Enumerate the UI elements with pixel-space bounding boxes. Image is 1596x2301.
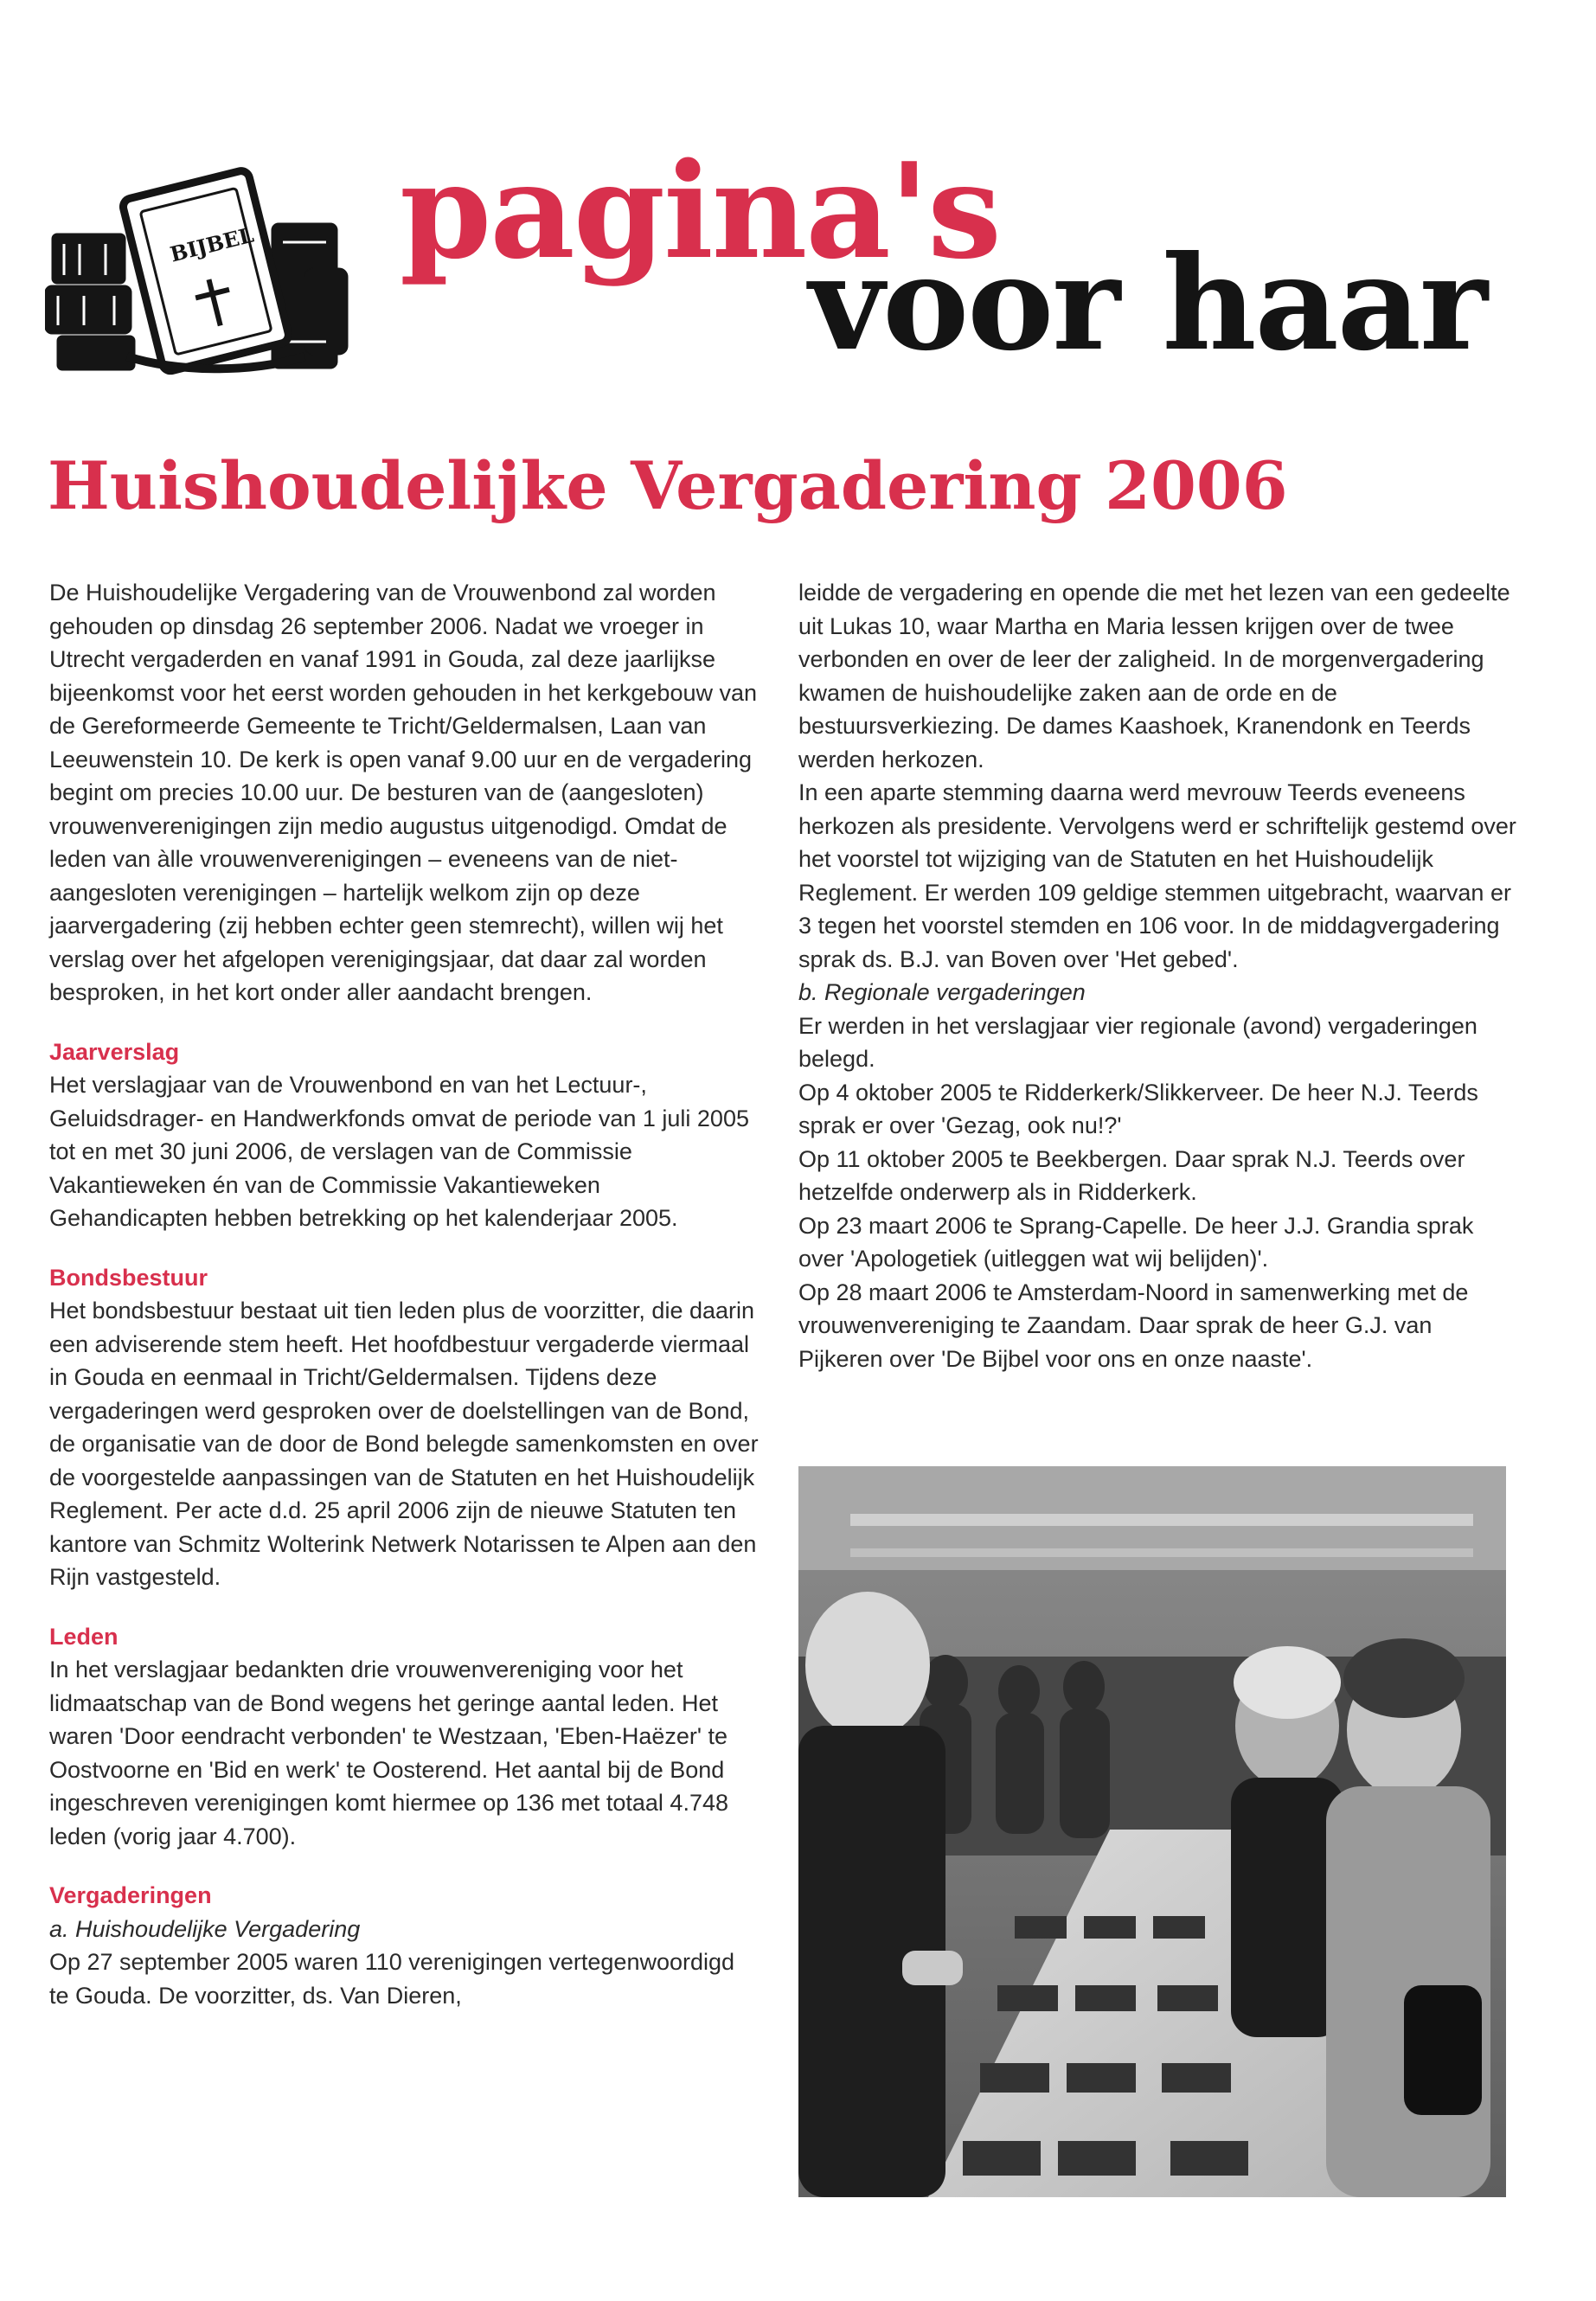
masthead-title-voor-haar: voor haar <box>809 228 1486 380</box>
article-column-left <box>49 576 759 2012</box>
section-heading-bondsbestuur: Bondsbestuur <box>49 1264 208 1291</box>
bible-books-logo <box>45 164 352 381</box>
leden-paragraph: In het verslagjaar bedankten drie vrouwenvereniging voor het lidmaatschap van de Bond wegens het geringe aantal leden. Het waren 'Door eendracht verbonden' te Westzaan, 'Eben-Haëzer' te Oostvoorne en 'Bid en werk' te Oosterend. Het aantal bij de Bond ingeschreven verenigingen komt hiermee op 136 met totaal 4.748 leden (vorig jaar 4.700). <box>49 1657 728 1849</box>
bondsbestuur-paragraph: Het bondsbestuur bestaat uit tien leden plus de voorzitter, die daarin een adviserende stem heeft. Het hoofdbestuur vergaderde viermaal in Gouda en eenmaal in Tricht/Geldermalsen. Tijdens deze vergaderingen werd gesproken over de doelstellingen van de Bond, de organisatie van de door de Bond belegde samenkomsten en over de voorgestelde aanpassingen van de Statuten en het Huishoudelijk Reglement. Per acte d.d. 25 april 2006 zijn de nieuwe Statuten ten kantore van Schmitz Wolterink Netwerk Notarissen te Alpen aan den Rijn vastgesteld. <box>49 1298 759 1590</box>
meeting-photo <box>798 1466 1506 2197</box>
regionale-intro: Er werden in het verslagjaar vier regionale (avond) vergaderingen belegd. <box>798 1012 1477 1072</box>
vergaderingen-paragraph-stemming: In een aparte stemming daarna werd mevrouw Teerds eveneens herkozen als presidente. Vervolgens werd er schriftelijk gestemd over het voorstel tot wijziging van de Statuten en het Huishoudelijk Reglement. Er werden 109 geldige stemmen uitgebracht, waarvan er 3 tegen het voorstel stemden en 106 voor. In de middagvergadering sprak ds. B.J. van Boven over 'Het gebed'. <box>798 779 1516 972</box>
vergaderingen-paragraph-continued: leidde de vergadering en opende die met het lezen van een gedeelte uit Lukas 10, waar Martha en Maria lessen krijgen over de twee verbonden en over de leer der zaligheid. In de morgenvergadering kwamen de huishoudelijke zaken aan de orde en de bestuursverkiezing. De dames Kaashoek, Kranendonk en Teerds werden herkozen. <box>798 580 1510 772</box>
regional-meeting-item: Op 28 maart 2006 te Amsterdam-Noord in samenwerking met de vrouwenvereniging te Zaandam. Daar sprak de heer G.J. van Pijkeren over 'De Bijbel voor ons en onze naaste'. <box>798 1279 1469 1372</box>
masthead <box>0 0 1596 398</box>
vergaderingen-paragraph-start: Op 27 september 2005 waren 110 verenigingen vertegenwoordigd te Gouda. De voorzitter, ds. Van Dieren, <box>49 1949 735 2009</box>
section-heading-vergaderingen: Vergaderingen <box>49 1882 212 1908</box>
regional-meeting-item: Op 4 oktober 2005 te Ridderkerk/Slikkerveer. De heer N.J. Teerds sprak er over 'Gezag, ook nu!?' <box>798 1079 1478 1138</box>
regional-meeting-item: Op 11 oktober 2005 te Beekbergen. Daar sprak N.J. Teerds over hetzelfde onderwerp als in Ridderkerk. <box>798 1145 1465 1205</box>
section-heading-jaarverslag: Jaarverslag <box>49 1038 180 1065</box>
logo-text: BIJBEL <box>167 221 257 267</box>
intro-paragraph: De Huishoudelijke Vergadering van de Vrouwenbond zal worden gehouden op dinsdag 26 september 2006. Nadat we vroeger in Utrecht vergaderden en vanaf 1991 in Gouda, zal deze jaarlijkse bijeenkomst voor het eerst worden gehouden in het kerkgebouw van de Gereformeerde Gemeente te Tricht/Geldermalsen, Laan van Leeuwenstein 10. De kerk is open vanaf 9.00 uur en de vergadering begint om precies 10.00 uur. De besturen van de (aangesloten) vrouwenverenigingen zijn medio augustus uitgenodigd. Omdat de leden van àlle vrouwenverenigingen – eveneens van de niet-aangesloten verenigingen – hartelijk welkom zijn op deze jaarvergadering (zij hebben echter geen stemrecht), willen wij het verslag over het afgelopen verenigingsjaar, dat daar zal worden besproken, in het kort onder aller aandacht brengen. <box>49 580 758 1005</box>
jaarverslag-paragraph: Het verslagjaar van de Vrouwenbond en van het Lectuur-, Geluidsdrager- en Handwerkfonds omvat de periode van 1 juli 2005 tot en met 30 juni 2006, de verslagen van de Commissie Vakantieweken én van de Commissie Vakantieweken Gehandicapten hebben betrekking op het kalenderjaar 2005. <box>49 1072 749 1231</box>
subheading-regionale-vergaderingen: b. Regionale vergaderingen <box>798 979 1086 1005</box>
article-column-right <box>798 576 1516 1375</box>
section-heading-leden: Leden <box>49 1623 119 1650</box>
subheading-huishoudelijke-vergadering: a. Huishoudelijke Vergadering <box>49 1915 361 1942</box>
article-headline: Huishoudelijke Vergadering 2006 <box>48 447 1288 524</box>
regional-meeting-item: Op 23 maart 2006 te Sprang-Capelle. De heer J.J. Grandia sprak over 'Apologetiek (uitleggen wat wij belijden)'. <box>798 1212 1474 1272</box>
masthead-title-paginas: pagina's <box>400 133 1000 288</box>
